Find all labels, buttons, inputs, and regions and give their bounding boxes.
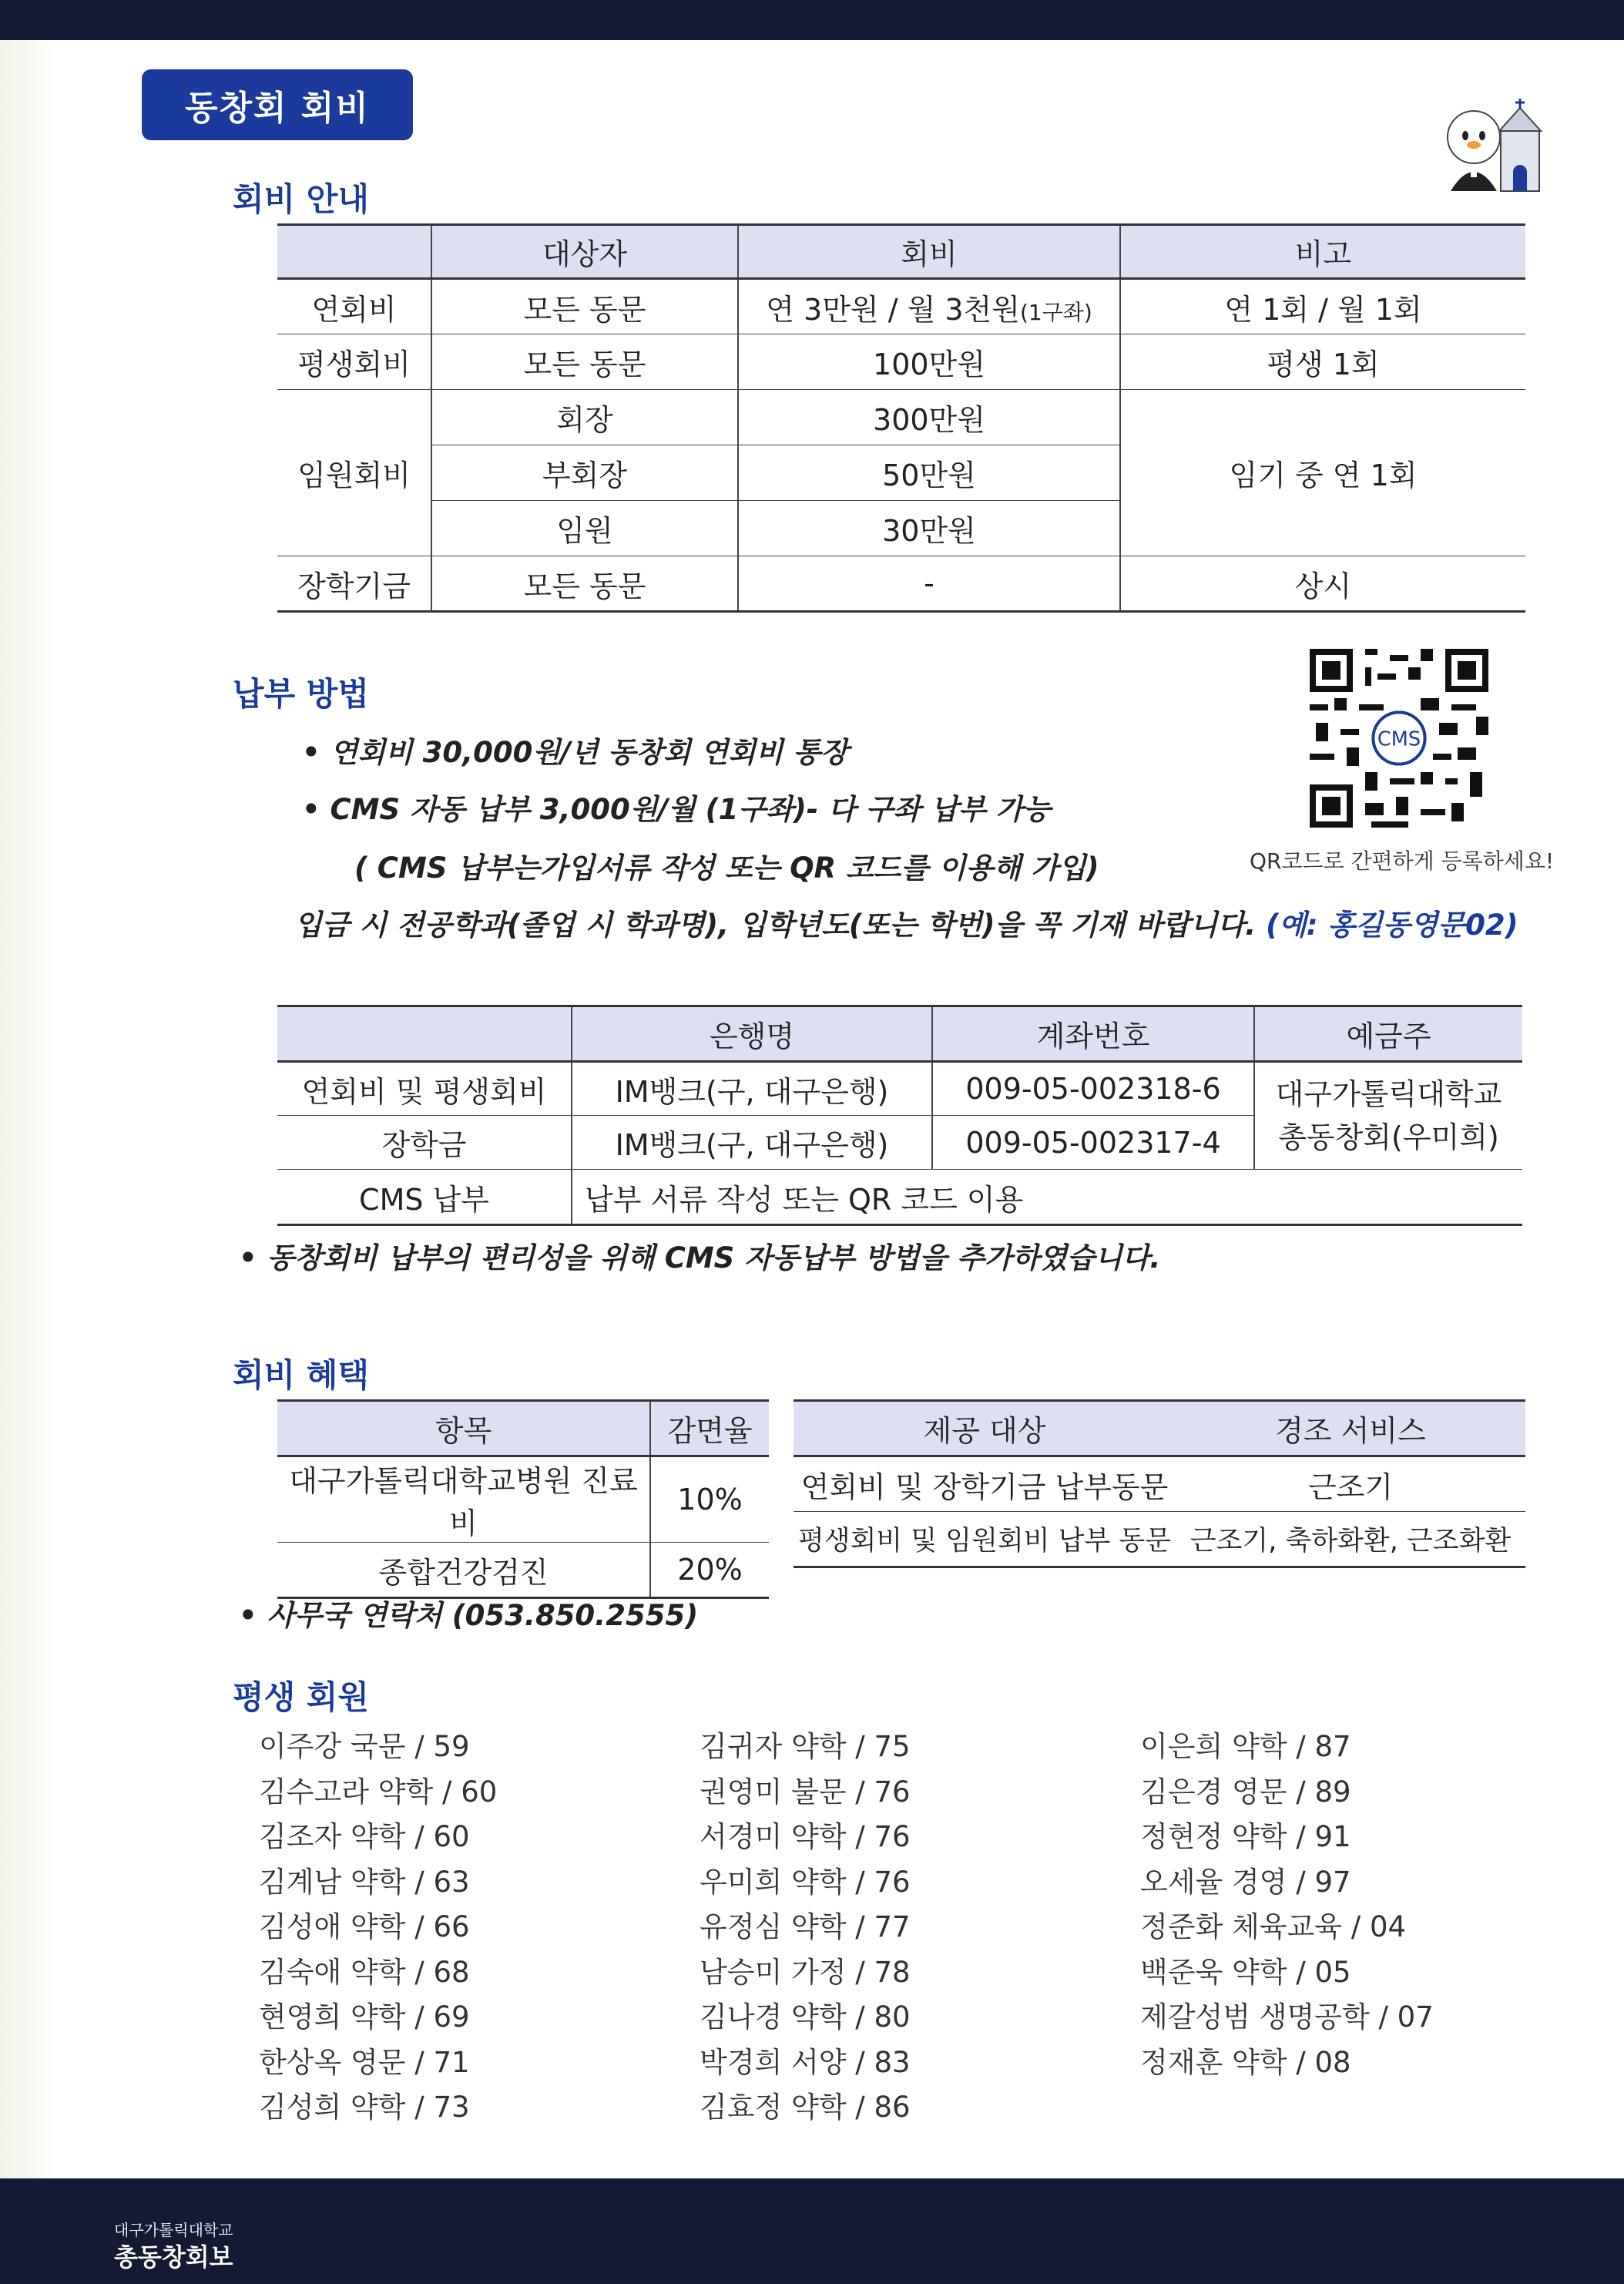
member-entry: 김나경 약학 / 80 (700, 2000, 911, 2034)
table-cell: IM뱅크(구, 대구은행) (572, 1062, 932, 1116)
table-header-cell: 회비 (738, 225, 1120, 279)
member-entry: 이주강 국문 / 59 (259, 1730, 470, 1763)
member-entry: 정현정 약학 / 91 (1140, 1820, 1351, 1853)
fee-text: 연 3만원 / 월 3천원 (766, 292, 1020, 327)
fee-guide-heading: 회비 안내 (233, 180, 369, 218)
payment-notice (294, 902, 1518, 943)
table-cell: 연 1회 / 월 1회 (1120, 279, 1525, 334)
member-entry: 김조자 약학 / 60 (259, 1820, 470, 1853)
table-header-row (794, 1401, 1525, 1456)
qr-code-icon[interactable] (1310, 649, 1488, 828)
notice-example: (예: 홍길동영문02) (1266, 909, 1518, 942)
section-title-badge: 동창회 회비 (142, 69, 413, 140)
table-cell: 50만원 (738, 445, 1120, 501)
member-entry: 김귀자 약학 / 75 (700, 1730, 911, 1763)
table-cell: 상시 (1120, 556, 1525, 612)
table-row (794, 1512, 1525, 1567)
table-cell: 대구가톨릭대학교병원 진료비 (277, 1456, 650, 1543)
table-cell: 평생회비 및 임원회비 납부 동문 (794, 1512, 1176, 1567)
table-header-cell: 은행명 (572, 1006, 932, 1062)
table-cell: 회장 (431, 390, 738, 445)
fee-note: (1구좌) (1019, 299, 1092, 325)
office-contact: • 사무국 연락처 (053.850.2555) (239, 1599, 699, 1632)
footer-newsletter-title: 총동창회보 (114, 2242, 233, 2272)
table-header-row (277, 1006, 1522, 1062)
table-cell: 근조기, 축하화환, 근조화환 (1176, 1512, 1525, 1567)
table-header-cell (277, 1006, 572, 1062)
benefits-heading: 회비 혜택 (233, 1356, 369, 1394)
table-header-cell: 항목 (277, 1401, 650, 1456)
table-cell[interactable]: 009-05-002318-6 (932, 1062, 1254, 1116)
table-cell: 30만원 (738, 501, 1120, 556)
table-cell: 장학금 (277, 1116, 572, 1170)
payment-line-cms-note: ( CMS 납부는가입서류 작성 또는 QR 코드를 이용해 가입) (354, 851, 1099, 885)
table-cell (1254, 1062, 1522, 1170)
table-cell: - (738, 556, 1120, 612)
payment-line-cms: • CMS 자동 납부 3,000원/월 (1구좌)- 다 구좌 납부 가능 (302, 793, 1051, 826)
table-row (277, 1062, 1522, 1116)
table-cell: 임원회비 (277, 390, 431, 556)
footer-university: 대구가톨릭대학교 (114, 2221, 233, 2239)
member-entry: 한상옥 영문 / 71 (259, 2045, 470, 2079)
table-cell: 평생 1회 (1120, 334, 1525, 390)
member-entry: 남승미 가정 / 78 (700, 1955, 911, 1989)
member-entry: 현영희 약학 / 69 (259, 2000, 470, 2034)
cms-added-note: • 동창회비 납부의 편리성을 위해 CMS 자동납부 방법을 추가하였습니다. (239, 1241, 1161, 1275)
top-bar (0, 0, 1624, 40)
table-header-cell: 대상자 (431, 225, 738, 279)
payment-line-annual: • 연회비 30,000원/년 동창회 연회비 통장 (302, 736, 848, 769)
table-cell: 근조기 (1176, 1456, 1525, 1512)
member-entry: 오세율 경영 / 97 (1140, 1865, 1351, 1899)
bottom-bar (0, 2178, 1624, 2284)
fee-guide-table (277, 223, 1525, 613)
member-entry: 정준화 체육교육 / 04 (1140, 1910, 1407, 1943)
qr-center-label: CMS (1377, 727, 1421, 751)
table-cell: 연회비 (277, 279, 431, 334)
member-entry: 김효정 약학 / 86 (700, 2091, 911, 2124)
discount-table (277, 1399, 769, 1599)
table-row (794, 1456, 1525, 1512)
member-entry: 박경희 서양 / 83 (700, 2045, 911, 2079)
table-row (277, 1170, 1522, 1225)
member-entry: 김성애 약학 / 66 (259, 1910, 470, 1943)
member-entry: 김성희 약학 / 73 (259, 2091, 470, 2124)
member-entry: 권영미 불문 / 76 (700, 1775, 911, 1809)
table-cell: 300만원 (738, 390, 1120, 445)
notice-text: 입금 시 전공학과(졸업 시 학과명), 입학년도(또는 학번)을 꼭 기재 바랍니다. (294, 909, 1257, 942)
member-entry: 서경미 약학 / 76 (700, 1820, 911, 1853)
condolence-table (794, 1399, 1525, 1568)
table-cell (738, 279, 1120, 334)
account-holder-line1: 대구가톨릭대학교 (1275, 1077, 1502, 1111)
table-row (277, 1456, 769, 1543)
table-cell: 부회장 (431, 445, 738, 501)
member-entry: 정재훈 약학 / 08 (1140, 2045, 1351, 2079)
member-entry: 백준욱 약학 / 05 (1140, 1955, 1351, 1989)
table-cell: 20% (650, 1543, 769, 1598)
table-header-cell (277, 225, 431, 279)
table-cell: 납부 서류 작성 또는 QR 코드 이용 (572, 1170, 1522, 1225)
table-cell[interactable]: 009-05-002317-4 (932, 1116, 1254, 1170)
table-cell: 모든 동문 (431, 334, 738, 390)
member-entry: 제갈성범 생명공학 / 07 (1140, 2000, 1434, 2034)
table-header-row (277, 1401, 769, 1456)
table-header-row (277, 225, 1525, 279)
payment-heading: 납부 방법 (233, 675, 369, 713)
table-header-cell: 비고 (1120, 225, 1525, 279)
table-cell: 임기 중 연 1회 (1120, 390, 1525, 556)
table-cell: 모든 동문 (431, 279, 738, 334)
member-entry: 유정심 약학 / 77 (700, 1910, 911, 1943)
church-mascot-icon (1439, 99, 1551, 199)
left-edge-strip (0, 40, 54, 2178)
member-entry: 이은희 약학 / 87 (1140, 1730, 1351, 1763)
table-header-cell: 제공 대상 (794, 1401, 1176, 1456)
table-header-cell: 예금주 (1254, 1006, 1522, 1062)
table-cell: 임원 (431, 501, 738, 556)
qr-caption: QR코드로 간편하게 등록하세요! (1250, 848, 1555, 874)
member-entry: 김은경 영문 / 89 (1140, 1775, 1351, 1809)
table-row (277, 1543, 769, 1598)
member-entry: 우미희 약학 / 76 (700, 1865, 911, 1899)
member-entry: 김계남 약학 / 63 (259, 1865, 470, 1899)
table-cell: 종합건강검진 (277, 1543, 650, 1598)
table-header-cell: 경조 서비스 (1176, 1401, 1525, 1456)
table-header-cell: 계좌번호 (932, 1006, 1254, 1062)
table-header-cell: 감면율 (650, 1401, 769, 1456)
member-entry: 김숙애 약학 / 68 (259, 1955, 470, 1989)
table-cell: 10% (650, 1456, 769, 1543)
table-row (277, 556, 1525, 612)
table-cell: 모든 동문 (431, 556, 738, 612)
table-cell: 장학기금 (277, 556, 431, 612)
bank-account-table (277, 1005, 1522, 1226)
table-cell: 연회비 및 장학기금 납부동문 (794, 1456, 1176, 1512)
member-entry: 김수고라 약학 / 60 (259, 1775, 498, 1809)
table-row (277, 279, 1525, 334)
table-row (277, 390, 1525, 445)
table-cell: 100만원 (738, 334, 1120, 390)
lifetime-members-heading: 평생 회원 (233, 1678, 369, 1716)
table-row (277, 334, 1525, 390)
table-cell: 평생회비 (277, 334, 431, 390)
table-cell: IM뱅크(구, 대구은행) (572, 1116, 932, 1170)
table-cell: 연회비 및 평생회비 (277, 1062, 572, 1116)
table-cell: CMS 납부 (277, 1170, 572, 1225)
account-holder-line2: 총동창회(우미희) (1278, 1120, 1499, 1154)
